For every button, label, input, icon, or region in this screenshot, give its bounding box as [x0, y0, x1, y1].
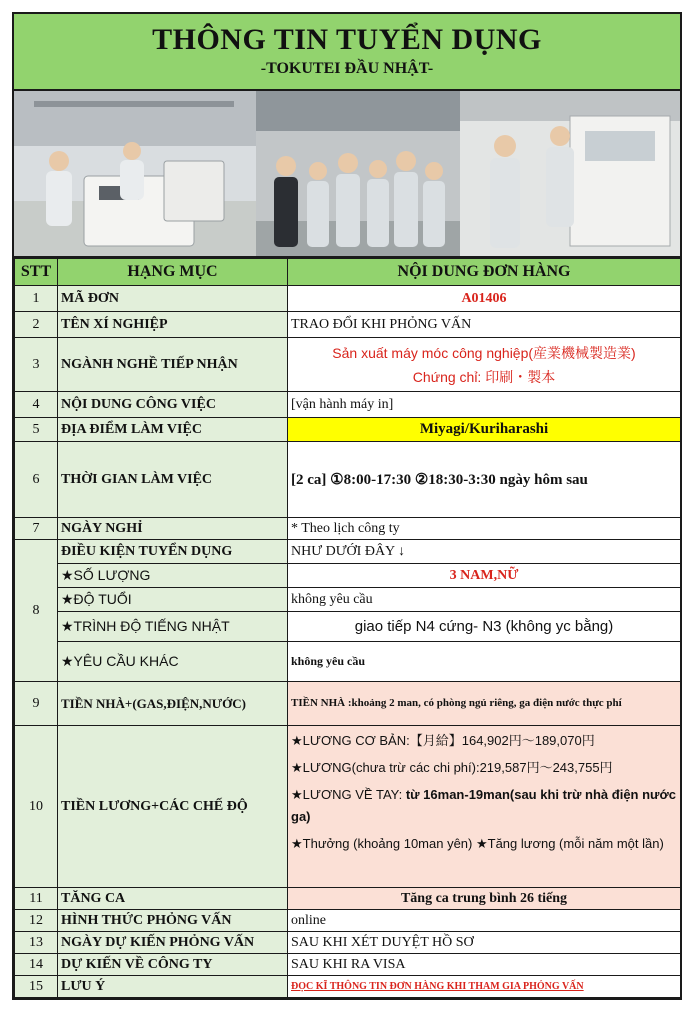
work-hours: [2 ca] ①8:00-17:30 ②18:30-3:30 ngày hôm sau [288, 442, 681, 518]
table-row [15, 392, 681, 418]
quantity: 3 NAM,NỮ [288, 564, 681, 588]
other-requirements: không yêu cầu [288, 642, 681, 682]
photo-strip [14, 91, 680, 258]
table-row [15, 976, 681, 998]
table-row [15, 954, 681, 976]
row-label: NGÀY DỰ KIẾN PHỎNG VẤN [58, 932, 288, 954]
industry-line: Sản xuất máy móc công nghiệp(産業機械製造業) [332, 344, 636, 361]
table-row [15, 642, 681, 682]
page-title: THÔNG TIN TUYỂN DỤNG [152, 23, 542, 56]
sheet-header [14, 14, 680, 91]
row-number: 8 [15, 540, 58, 682]
col-category-header: HẠNG MỤC [58, 259, 288, 286]
col-content-header: NỘI DUNG ĐƠN HÀNG [288, 259, 681, 286]
net-salary-label: ★LƯƠNG VỀ TAY: [291, 787, 406, 802]
table-row [15, 888, 681, 910]
row-number: 9 [15, 682, 58, 726]
net-salary-value: từ 16man-19man(sau khi trừ nhà điện nước ga) [291, 787, 676, 824]
table-row [15, 726, 681, 888]
table-row [15, 564, 681, 588]
row-number: 2 [15, 312, 58, 338]
row-number: 6 [15, 442, 58, 518]
table-row [15, 932, 681, 954]
gross-salary: ★LƯƠNG(chưa trừ các chi phí):219,587円～243,755円 [291, 760, 613, 775]
row-number: 10 [15, 726, 58, 888]
row-label: DỰ KIẾN VỀ CÔNG TY [58, 954, 288, 976]
salary-cell [288, 726, 681, 888]
col-stt-header: STT [15, 259, 58, 286]
factory-photo-1 [14, 91, 256, 256]
expected-start: SAU KHI RA VISA [288, 954, 681, 976]
company-name: TRAO ĐỔI KHI PHỎNG VẤN [288, 312, 681, 338]
row-label: THỜI GIAN LÀM VIỆC [58, 442, 288, 518]
row-label: NGÀNH NGHỀ TIẾP NHẬN [58, 338, 288, 392]
age-requirement: không yêu cầu [288, 588, 681, 612]
certificate-line: Chứng chỉ: 印刷・製本 [412, 368, 556, 385]
table-row [15, 588, 681, 612]
net-salary [291, 784, 677, 828]
row-number: 13 [15, 932, 58, 954]
row-label: ĐIỀU KIỆN TUYỂN DỤNG [58, 540, 288, 564]
table-row [15, 286, 681, 312]
row-number: 11 [15, 888, 58, 910]
table-row [15, 442, 681, 518]
conditions-note: NHƯ DƯỚI ĐÂY ↓ [288, 540, 681, 564]
table-row [15, 312, 681, 338]
row-label: NGÀY NGHỈ [58, 518, 288, 540]
row-label: TĂNG CA [58, 888, 288, 910]
bonus-raise: ★Thưởng (khoảng 10man yên) ★Tăng lương (mỗi năm một lần) [291, 836, 664, 851]
row-label: HÌNH THỨC PHỎNG VẤN [58, 910, 288, 932]
interview-date: SAU KHI XÉT DUYỆT HỒ SƠ [288, 932, 681, 954]
overtime: Tăng ca trung bình 26 tiếng [288, 888, 681, 910]
table-row [15, 682, 681, 726]
table-row [15, 518, 681, 540]
row-label: ĐỊA ĐIỂM LÀM VIỆC [58, 418, 288, 442]
table-row [15, 338, 681, 392]
table-row [15, 910, 681, 932]
row-number: 7 [15, 518, 58, 540]
job-info-table [14, 258, 681, 998]
interview-format: online [288, 910, 681, 932]
table-row [15, 418, 681, 442]
row-label: TIỀN LƯƠNG+CÁC CHẾ ĐỘ [58, 726, 288, 888]
days-off: * Theo lịch công ty [288, 518, 681, 540]
row-number: 5 [15, 418, 58, 442]
row-label: NỘI DUNG CÔNG VIỆC [58, 392, 288, 418]
row-label: ★ĐỘ TUỔI [58, 588, 288, 612]
japanese-level: giao tiếp N4 cứng- N3 (không yc bằng) [288, 612, 681, 642]
row-label: TÊN XÍ NGHIỆP [58, 312, 288, 338]
table-row [15, 612, 681, 642]
job-content: [vận hành máy in] [288, 392, 681, 418]
housing-cost: TIỀN NHÀ :khoảng 2 man, có phòng ngủ riêng, ga điện nước thực phí [288, 682, 681, 726]
row-label: ★SỐ LƯỢNG [58, 564, 288, 588]
row-number: 12 [15, 910, 58, 932]
factory-photo-2 [460, 91, 680, 256]
row-number: 4 [15, 392, 58, 418]
row-label: LƯU Ý [58, 976, 288, 998]
industry-cell [288, 338, 681, 392]
table-row [15, 540, 681, 564]
order-code: A01406 [288, 286, 681, 312]
base-salary: ★LƯƠNG CƠ BẢN:【月給】164,902円～189,070円 [291, 733, 595, 748]
row-number: 1 [15, 286, 58, 312]
row-label: ★TRÌNH ĐỘ TIẾNG NHẬT [58, 612, 288, 642]
table-header [15, 259, 681, 286]
team-photo [256, 91, 460, 256]
row-label: MÃ ĐƠN [58, 286, 288, 312]
row-number: 15 [15, 976, 58, 998]
row-number: 3 [15, 338, 58, 392]
page-subtitle: -TOKUTEI ĐẦU NHẬT- [260, 60, 434, 77]
recruitment-sheet [12, 12, 682, 1000]
row-number: 14 [15, 954, 58, 976]
row-label: TIỀN NHÀ+(GAS,ĐIỆN,NƯỚC) [58, 682, 288, 726]
row-label: ★YÊU CẦU KHÁC [58, 642, 288, 682]
work-location: Miyagi/Kuriharashi [288, 418, 681, 442]
note: ĐỌC KĨ THÔNG TIN ĐƠN HÀNG KHI THAM GIA PHỎNG VẤN [288, 976, 681, 998]
